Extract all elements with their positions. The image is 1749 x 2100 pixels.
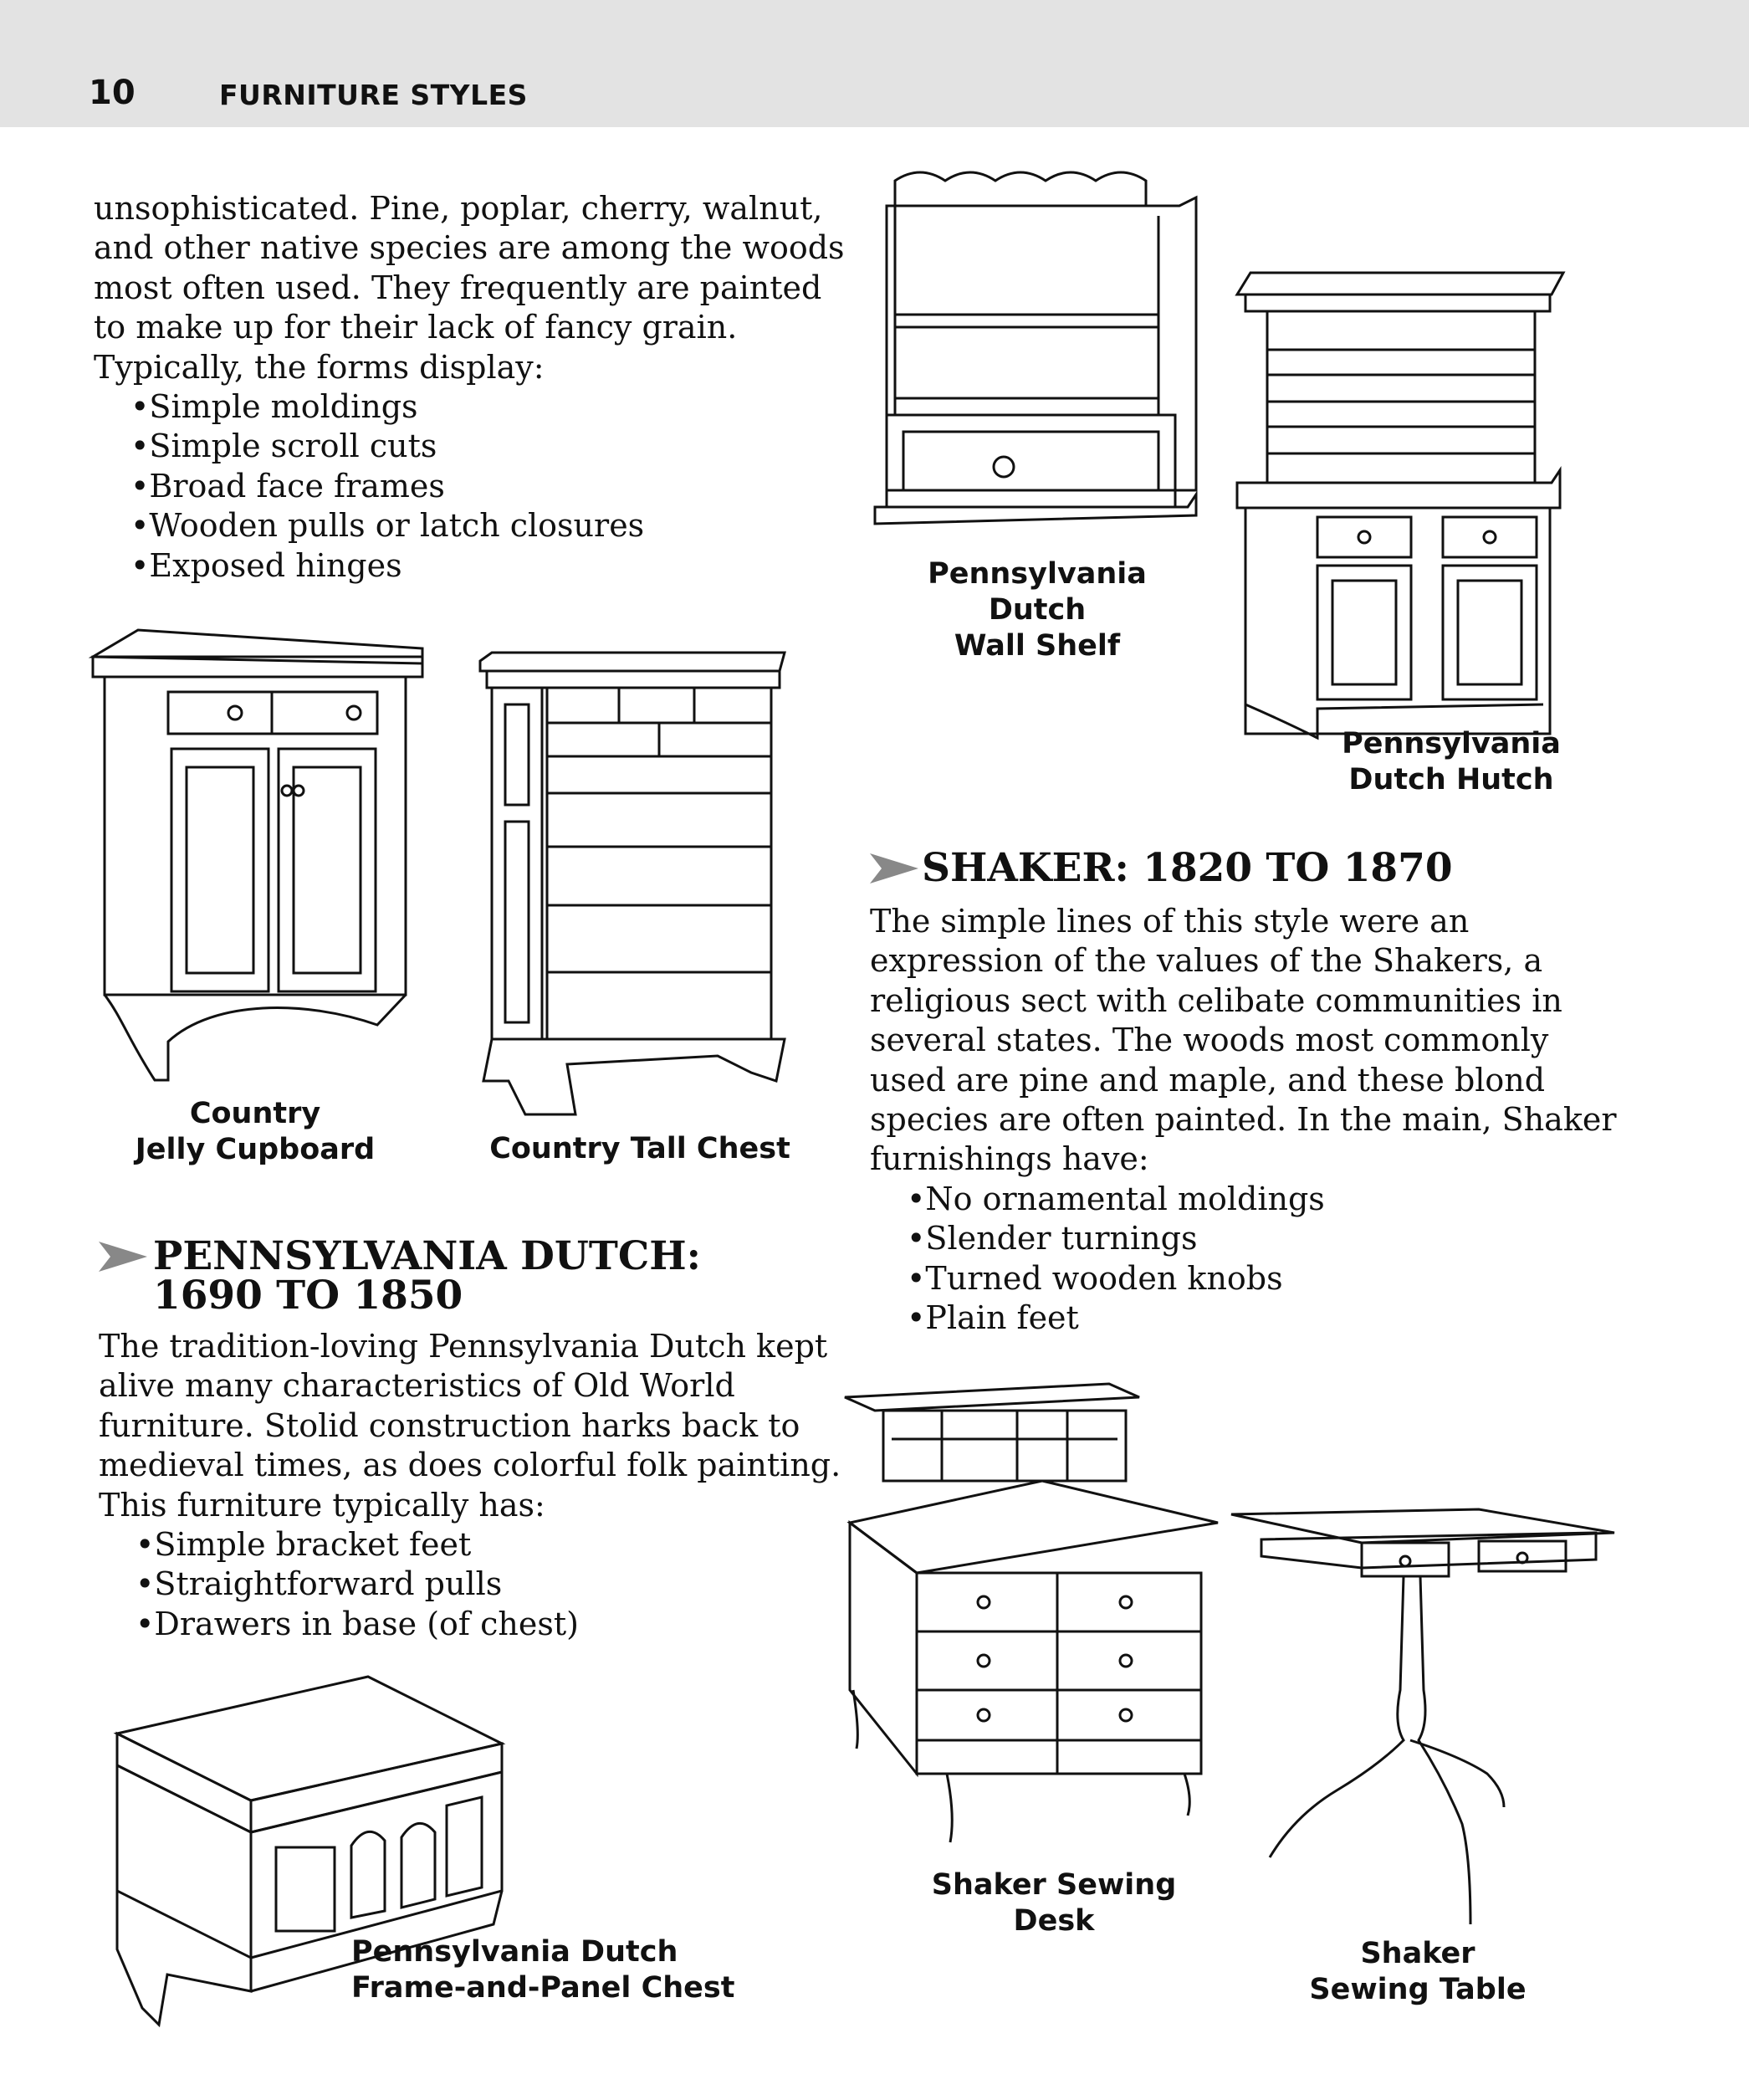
list-item: • Simple moldings xyxy=(130,387,644,427)
text-line: furniture. Stolid construction harks back to xyxy=(99,1406,800,1444)
intro-bullet-list xyxy=(130,387,644,586)
sewing-table-caption: Shaker Sewing Table xyxy=(1309,1937,1527,2006)
wall-shelf-caption: Pennsylvania Dutch Wall Shelf xyxy=(928,557,1147,663)
jelly-cupboard-caption: Country Jelly Cupboard xyxy=(135,1097,376,1166)
hutch-caption: Pennsylvania Dutch Hutch xyxy=(1342,727,1561,796)
shaker-bullet-list xyxy=(907,1180,1325,1339)
page-header xyxy=(0,0,1749,127)
text-line: used are pine and maple, and these blond xyxy=(870,1061,1546,1099)
frame-panel-chest-caption: Pennsylvania Dutch Frame-and-Panel Chest xyxy=(351,1935,735,2005)
list-item: • Slender turnings xyxy=(907,1219,1325,1258)
section-arrow-icon xyxy=(870,852,918,885)
text-line: alive many characteristics of Old World xyxy=(99,1367,735,1405)
tall-chest-illustration xyxy=(475,646,791,1123)
list-item: • Simple scroll cuts xyxy=(130,427,644,466)
text-line: and other native species are among the woods xyxy=(94,229,845,267)
list-item: • Broad face frames xyxy=(130,467,644,506)
list-item: • Drawers in base (of chest) xyxy=(136,1605,579,1644)
running-title: FURNITURE STYLES xyxy=(219,79,528,111)
pa-dutch-bullet-list xyxy=(136,1525,579,1644)
shaker-paragraph xyxy=(870,902,1617,1180)
sewing-table-illustration xyxy=(1228,1506,1621,1924)
list-item: • Wooden pulls or latch closures xyxy=(130,506,644,545)
hutch-illustration xyxy=(1234,269,1568,748)
pa-dutch-heading: PENNSYLVANIA DUTCH: 1690 TO 1850 xyxy=(153,1233,701,1319)
tall-chest-caption: Country Tall Chest xyxy=(489,1132,790,1165)
text-line: several states. The woods most commonly xyxy=(870,1022,1549,1059)
section-arrow-icon xyxy=(99,1240,147,1273)
text-line: furnishings have: xyxy=(870,1140,1149,1178)
text-line: unsophisticated. Pine, poplar, cherry, walnut, xyxy=(94,190,823,227)
list-item: • Turned wooden knobs xyxy=(907,1259,1325,1298)
list-item: • Plain feet xyxy=(907,1298,1325,1338)
list-item: • Straightforward pulls xyxy=(136,1565,579,1604)
sewing-desk-illustration xyxy=(841,1380,1226,1849)
wall-shelf-illustration xyxy=(870,164,1200,535)
list-item: • Simple bracket feet xyxy=(136,1525,579,1565)
text-line: Typically, the forms display: xyxy=(94,348,545,386)
jelly-cupboard-illustration xyxy=(88,623,431,1092)
text-line: to make up for their lack of fancy grain. xyxy=(94,309,738,346)
intro-paragraph xyxy=(94,189,845,387)
text-line: religious sect with celibate communities in xyxy=(870,981,1562,1019)
shaker-heading: SHAKER: 1820 TO 1870 xyxy=(922,845,1453,891)
text-line: medieval times, as does colorful folk painting. xyxy=(99,1447,841,1484)
pa-dutch-paragraph xyxy=(99,1327,841,1525)
list-item: • No ornamental moldings xyxy=(907,1180,1325,1219)
text-line: species are often painted. In the main, Shaker xyxy=(870,1101,1617,1139)
sewing-desk-caption: Shaker Sewing Desk xyxy=(931,1868,1177,1938)
text-line: The tradition-loving Pennsylvania Dutch kept xyxy=(99,1328,828,1365)
text-line: The simple lines of this style were an xyxy=(870,903,1470,940)
text-line: This furniture typically has: xyxy=(99,1486,545,1524)
page-number: 10 xyxy=(89,74,136,112)
list-item: • Exposed hinges xyxy=(130,546,644,586)
text-line: expression of the values of the Shakers, a xyxy=(870,942,1543,980)
text-line: most often used. They frequently are painted xyxy=(94,269,822,306)
